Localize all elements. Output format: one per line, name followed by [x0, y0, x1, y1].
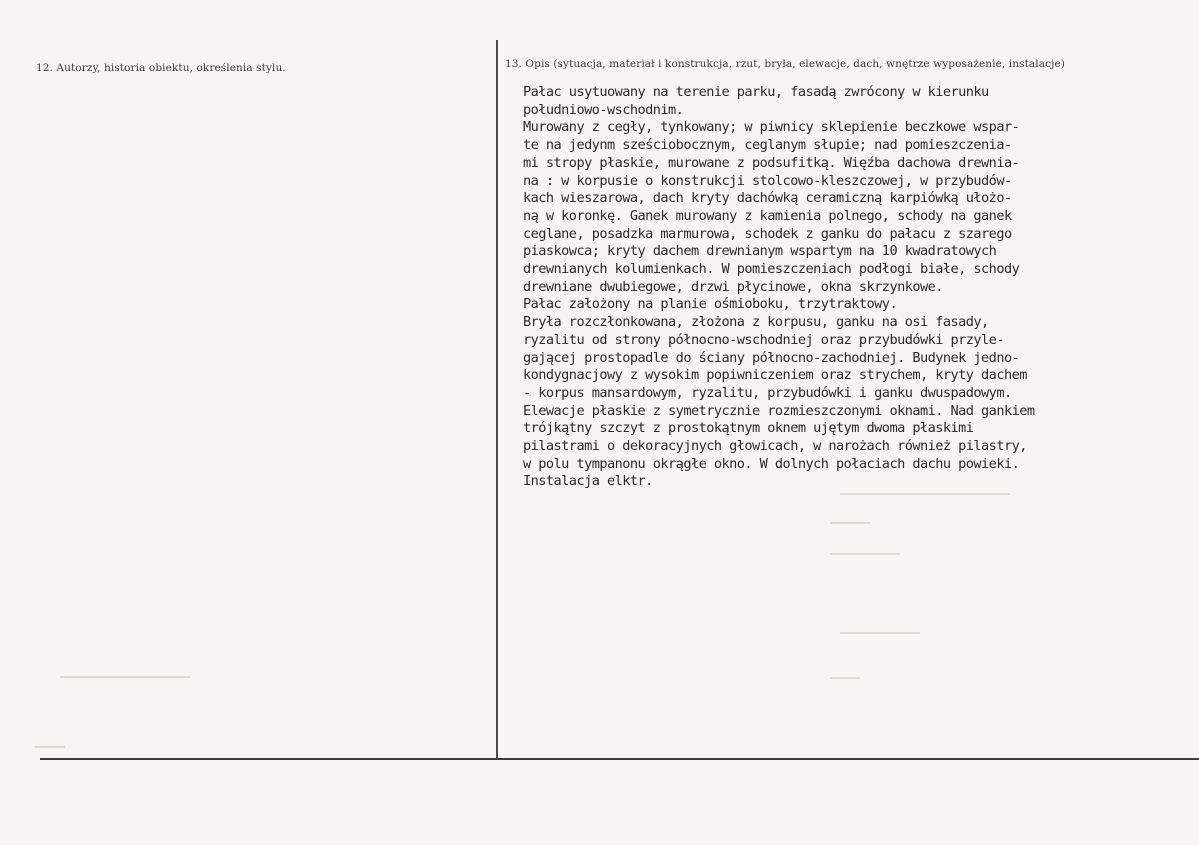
show-through-mark: [830, 522, 870, 524]
description-line: gającej prostopadle do ściany północno-zachodniej. Budynek jedno-: [523, 349, 1020, 366]
description-line: ną w koronkę. Ganek murowany z kamienia polnego, schody na ganek: [523, 207, 1012, 224]
description-line: w polu tympanonu okrągłe okno. W dolnych połaciach dachu powieki.: [523, 455, 1020, 472]
description-line: drewniane dwubiegowe, drzwi płycinowe, okna skrzynkowe.: [523, 278, 943, 295]
typewritten-description: [523, 84, 1199, 491]
show-through-mark: [840, 632, 920, 634]
description-line: - korpus mansardowym, ryzalitu, przybudówki i ganku dwuspadowym.: [523, 384, 1012, 401]
section-13-heading: 13. Opis (sytuacja, materiał i konstrukcja, rzut, bryła, elewacje, dach, wnętrze wyposażenie, instalacje): [505, 58, 1065, 70]
description-line: te na jedynm sześciobocznym, ceglanym słupie; nad pomieszczenia-: [523, 137, 1012, 154]
description-line: piaskowca; kryty dachem drewnianym wspartym na 10 kwadratowych: [523, 243, 997, 260]
description-line: trójkątny szczyt z prostokątnym oknem ujętym dwoma płaskimi: [523, 420, 974, 437]
column-divider: [496, 40, 498, 758]
section-12-heading: 12. Autorzy, historia obiektu, określenia stylu.: [36, 62, 286, 74]
description-line: ryzalitu od strony północno-wschodniej oraz przybudówki przyle-: [523, 331, 1004, 348]
description-line: kach wieszarowa, dach kryty dachówką ceramiczną karpiówką ułożo-: [523, 190, 1012, 207]
description-line: południowo-wschodnim.: [523, 101, 684, 118]
description-line: Pałac założony na planie ośmioboku, trzytraktowy.: [523, 296, 898, 313]
show-through-mark: [840, 493, 1010, 495]
description-line: ceglane, posadzka marmurowa, schodek z ganku do pałacu z szarego: [523, 225, 1012, 242]
description-line: Murowany z cegły, tynkowany; w piwnicy sklepienie beczkowe wspar-: [523, 119, 1020, 136]
description-line: Bryła rozczłonkowana, złożona z korpusu, ganku na osi fasady,: [523, 314, 989, 331]
show-through-mark: [35, 746, 65, 748]
show-through-mark: [830, 677, 860, 679]
description-line: Instalacja elktr.: [523, 473, 653, 490]
description-line: mi stropy płaskie, murowane z podsufitką. Więźba dachowa drewnia-: [523, 154, 1020, 171]
bottom-rule: [40, 758, 1199, 760]
description-line: pilastrami o dekoracyjnych głowicach, w narożach również pilastry,: [523, 438, 1027, 455]
show-through-mark: [830, 553, 900, 555]
description-line: kondygnacjowy z wysokim popiwniczeniem oraz strychem, kryty dachem: [523, 367, 1027, 384]
description-line: Pałac usytuowany na terenie parku, fasadą zwrócony w kierunku: [523, 84, 989, 100]
description-line: drewnianych kolumienkach. W pomieszczeniach podłogi białe, schody: [523, 261, 1020, 278]
show-through-mark: [60, 676, 190, 678]
description-line: Elewacje płaskie z symetrycznie rozmieszczonymi oknami. Nad gankiem: [523, 402, 1035, 419]
description-line: na : w korpusie o konstrukcji stolcowo-kleszczowej, w przybudów-: [523, 172, 1012, 189]
